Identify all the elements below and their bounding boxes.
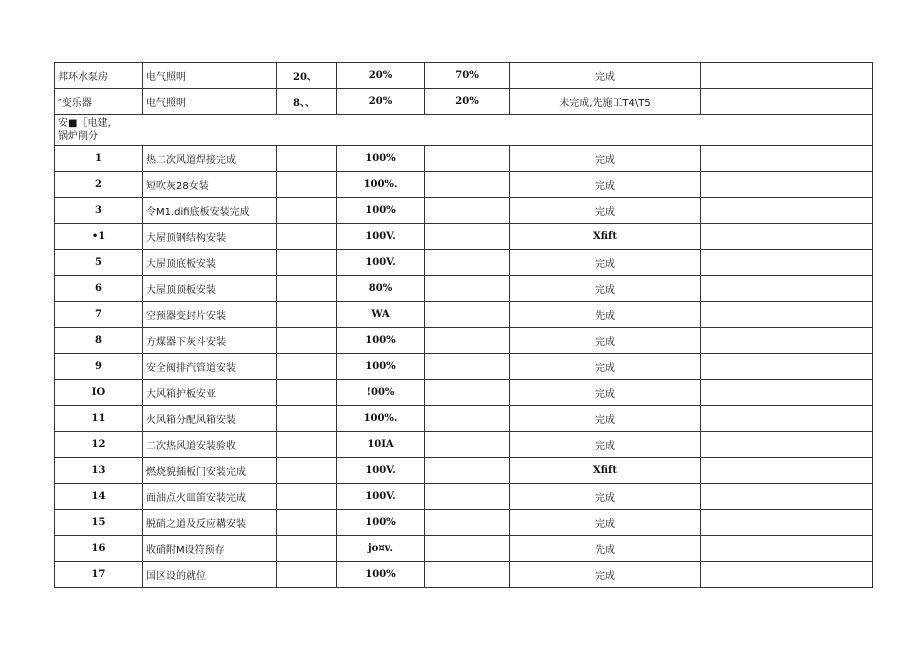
- percent-cell: 100%: [337, 354, 425, 380]
- table-row: [55, 432, 873, 458]
- row-number-cell: 7: [55, 302, 143, 328]
- table-row: [55, 250, 873, 276]
- note-cell: [701, 432, 873, 458]
- status-text: 完成: [595, 181, 615, 192]
- note-cell: [701, 354, 873, 380]
- status-text: 完成: [595, 207, 615, 218]
- percent-cell: 80%: [337, 276, 425, 302]
- status-cell: [510, 484, 701, 510]
- plan-cell: [277, 224, 337, 250]
- table-row: [55, 406, 873, 432]
- plan-cell: [277, 172, 337, 198]
- percent-cell: 100V.: [337, 224, 425, 250]
- note-cell: [701, 536, 873, 562]
- note-cell: [701, 89, 873, 115]
- status-text: 完成: [595, 519, 615, 530]
- table-row: [55, 536, 873, 562]
- row-number-cell: 5: [55, 250, 143, 276]
- status-text: 完成: [595, 337, 615, 348]
- item-cell: 大屋顶底板安装: [143, 250, 277, 276]
- row-number-cell: 16: [55, 536, 143, 562]
- plan-cell: 8、、: [277, 89, 337, 115]
- percent-cell-2: [425, 302, 510, 328]
- percent-cell: 100%.: [337, 406, 425, 432]
- item-cell: 安全阀排汽管道安装: [143, 354, 277, 380]
- table-row: [55, 510, 873, 536]
- percent-cell-2: [425, 380, 510, 406]
- status-text: 完成: [595, 441, 615, 452]
- status-text: 完成: [595, 155, 615, 166]
- plan-cell: [277, 484, 337, 510]
- table-row: [55, 224, 873, 250]
- item-cell: 方煤器下灰斗安装: [143, 328, 277, 354]
- note-cell: [701, 484, 873, 510]
- plan-cell: [277, 536, 337, 562]
- percent-cell: !00%: [337, 380, 425, 406]
- percent-cell-2: [425, 562, 510, 588]
- plan-cell: [277, 146, 337, 172]
- plan-cell: [277, 510, 337, 536]
- percent-cell: 100%: [337, 328, 425, 354]
- row-number-cell: 6: [55, 276, 143, 302]
- status-text: 先成: [595, 545, 615, 556]
- percent-cell: 20%: [425, 89, 510, 115]
- item-cell: 火风箱分配风箱安装: [143, 406, 277, 432]
- table-row: [55, 354, 873, 380]
- row-number-cell: 12: [55, 432, 143, 458]
- percent-cell-2: [425, 536, 510, 562]
- status-cell: [510, 432, 701, 458]
- status-cell: [510, 536, 701, 562]
- percent-cell-2: [425, 510, 510, 536]
- note-cell: [701, 328, 873, 354]
- percent-cell-2: [425, 354, 510, 380]
- item-cell: 热二次风道焊接完成: [143, 146, 277, 172]
- table-row: [55, 146, 873, 172]
- section-header: [55, 115, 873, 146]
- percent-cell: 100%.: [337, 172, 425, 198]
- area-cell: 邦环水泵房: [55, 63, 143, 89]
- status-text: 完成: [595, 285, 615, 296]
- status-text: 完成: [595, 363, 615, 374]
- status-text: 先成: [595, 311, 615, 322]
- table-row: [55, 198, 873, 224]
- table-row: [55, 380, 873, 406]
- item-cell: 面油点火皿笛安装完成: [143, 484, 277, 510]
- percent-cell: 100V.: [337, 458, 425, 484]
- plan-cell: [277, 276, 337, 302]
- percent-cell: 20%: [337, 89, 425, 115]
- status-cell: [510, 250, 701, 276]
- percent-cell: 100%: [337, 510, 425, 536]
- status-cell: [510, 562, 701, 588]
- status-text: 完成: [595, 571, 615, 582]
- item-cell: 脱硝之道及反应耩安装: [143, 510, 277, 536]
- percent-cell-2: [425, 484, 510, 510]
- section-row: [55, 115, 873, 146]
- percent-cell-2: [425, 146, 510, 172]
- row-number-cell: 15: [55, 510, 143, 536]
- item-cell: 燃烧貌插板门安装完成: [143, 458, 277, 484]
- status-text: 完成: [595, 415, 615, 426]
- plan-cell: [277, 250, 337, 276]
- percent-cell: 100%: [337, 146, 425, 172]
- status-cell: [510, 510, 701, 536]
- plan-cell: [277, 458, 337, 484]
- status-text: 完成: [595, 389, 615, 400]
- row-number-cell: 17: [55, 562, 143, 588]
- percent-cell: jo¤v.: [337, 536, 425, 562]
- status-cell: [510, 406, 701, 432]
- plan-cell: [277, 406, 337, 432]
- item-cell: 大风箱护板安亚: [143, 380, 277, 406]
- plan-cell: [277, 562, 337, 588]
- status-cell: [510, 146, 701, 172]
- item-cell: 收硝附M设符预存: [143, 536, 277, 562]
- table-row: [55, 302, 873, 328]
- percent-cell-2: [425, 224, 510, 250]
- percent-cell-2: [425, 406, 510, 432]
- area-cell: ″变乐器: [55, 89, 143, 115]
- note-cell: [701, 172, 873, 198]
- item-cell: 令M1.difi底板安装完成: [143, 198, 277, 224]
- note-cell: [701, 458, 873, 484]
- table-row: [55, 172, 873, 198]
- plan-cell: [277, 302, 337, 328]
- note-cell: [701, 224, 873, 250]
- status-cell: [510, 328, 701, 354]
- note-cell: [701, 146, 873, 172]
- row-number-cell: •1: [55, 224, 143, 250]
- item-cell: 大屋顶钢结构安装: [143, 224, 277, 250]
- percent-cell: 20%: [337, 63, 425, 89]
- note-cell: [701, 302, 873, 328]
- status-cell: [510, 172, 701, 198]
- task-rows: [55, 146, 873, 588]
- status-text: Xfift: [593, 231, 617, 242]
- item-cell: 电气照明: [143, 89, 277, 115]
- table-row: [55, 562, 873, 588]
- status-text: 完成: [595, 72, 615, 83]
- status-cell: [510, 89, 701, 115]
- table-row: [55, 89, 873, 115]
- percent-cell: 100%: [337, 198, 425, 224]
- plan-cell: [277, 354, 337, 380]
- percent-cell: 70%: [425, 63, 510, 89]
- percent-cell: WA: [337, 302, 425, 328]
- note-cell: [701, 562, 873, 588]
- percent-cell-2: [425, 458, 510, 484]
- note-cell: [701, 250, 873, 276]
- percent-cell-2: [425, 198, 510, 224]
- status-text: Xfift: [593, 465, 617, 476]
- status-cell: [510, 458, 701, 484]
- percent-cell: 100%: [337, 562, 425, 588]
- status-cell: [510, 380, 701, 406]
- row-number-cell: 1: [55, 146, 143, 172]
- progress-table: [54, 62, 873, 588]
- status-cell: [510, 224, 701, 250]
- plan-cell: [277, 380, 337, 406]
- status-cell: [510, 198, 701, 224]
- row-number-cell: IO: [55, 380, 143, 406]
- item-cell: 大屋顶顶板安装: [143, 276, 277, 302]
- note-cell: [701, 63, 873, 89]
- percent-cell-2: [425, 276, 510, 302]
- status-text: 完成: [595, 259, 615, 270]
- row-number-cell: 9: [55, 354, 143, 380]
- note-cell: [701, 276, 873, 302]
- note-cell: [701, 380, 873, 406]
- percent-cell: 10IA: [337, 432, 425, 458]
- item-cell: 电气照明: [143, 63, 277, 89]
- row-number-cell: 13: [55, 458, 143, 484]
- table-row: [55, 63, 873, 89]
- row-number-cell: 11: [55, 406, 143, 432]
- status-cell: [510, 302, 701, 328]
- percent-cell-2: [425, 172, 510, 198]
- row-number-cell: 3: [55, 198, 143, 224]
- percent-cell: 100V.: [337, 484, 425, 510]
- plan-cell: [277, 328, 337, 354]
- row-number-cell: 14: [55, 484, 143, 510]
- status-text: 未完成,先施工T4\T5: [559, 98, 651, 109]
- section-title-line2: 锅炉削分: [58, 131, 98, 142]
- percent-cell-2: [425, 328, 510, 354]
- table-row: [55, 484, 873, 510]
- item-cell: 国区设的就位: [143, 562, 277, 588]
- table-row: [55, 328, 873, 354]
- percent-cell-2: [425, 250, 510, 276]
- note-cell: [701, 510, 873, 536]
- status-text: 完成: [595, 493, 615, 504]
- item-cell: 二次热风道安装验收: [143, 432, 277, 458]
- table-row: [55, 458, 873, 484]
- percent-cell: 100V.: [337, 250, 425, 276]
- plan-cell: [277, 432, 337, 458]
- item-cell: 短吹灰28女装: [143, 172, 277, 198]
- note-cell: [701, 198, 873, 224]
- item-cell: 空预器变封片安装: [143, 302, 277, 328]
- row-number-cell: 2: [55, 172, 143, 198]
- note-cell: [701, 406, 873, 432]
- status-cell: [510, 63, 701, 89]
- plan-cell: [277, 198, 337, 224]
- table-row: [55, 276, 873, 302]
- plan-cell: 20、: [277, 63, 337, 89]
- row-number-cell: 8: [55, 328, 143, 354]
- status-cell: [510, 354, 701, 380]
- status-cell: [510, 276, 701, 302]
- section-title-line1: 安■［电建，: [58, 118, 118, 129]
- percent-cell-2: [425, 432, 510, 458]
